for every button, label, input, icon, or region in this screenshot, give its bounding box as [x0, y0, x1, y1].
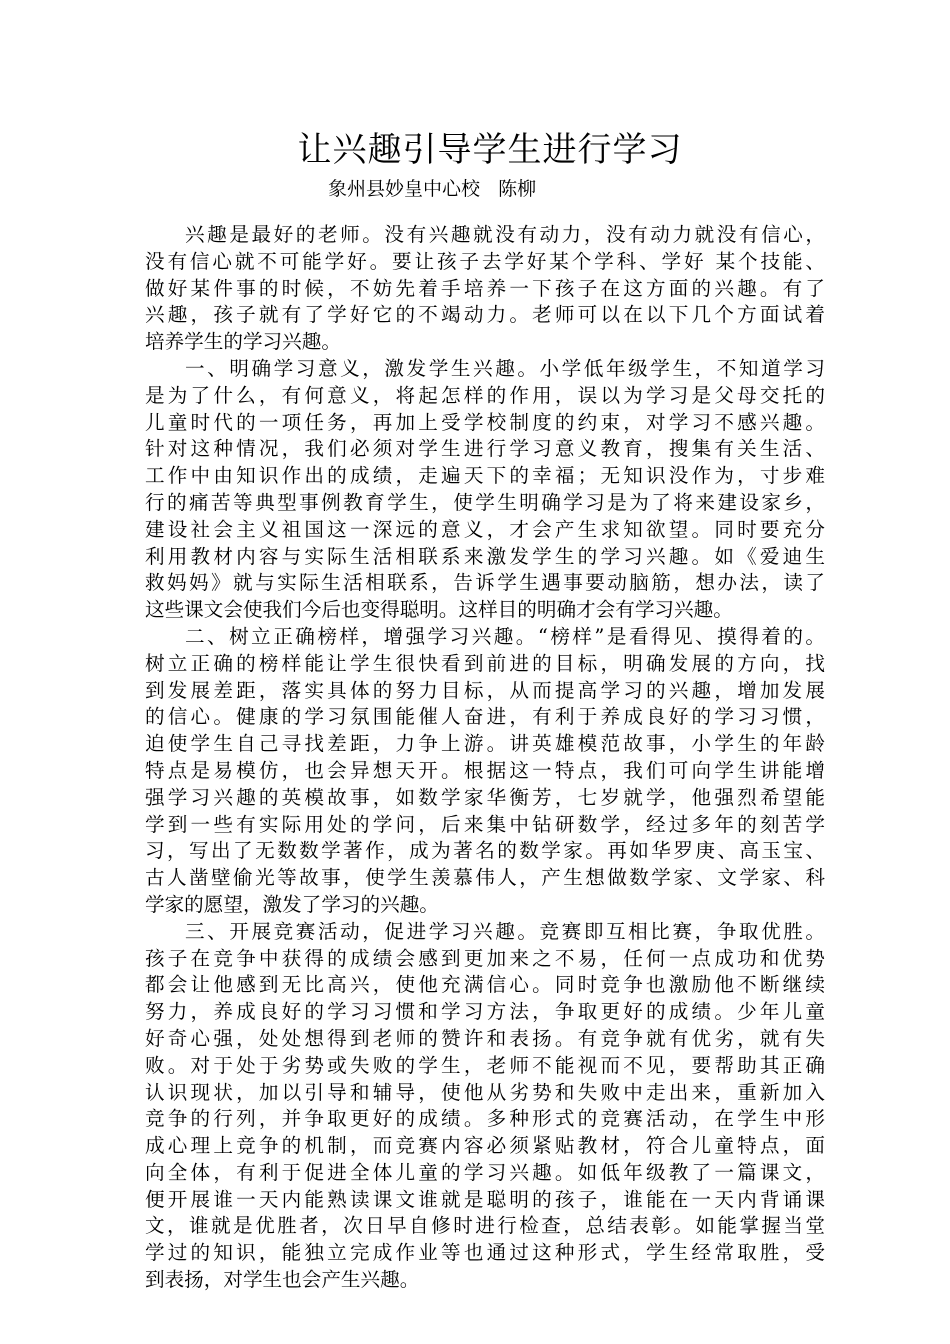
- paragraph-line: 古人凿壁偷光等故事，使学生羡慕伟人，产生想做数学家、文学家、科: [145, 866, 825, 890]
- paragraph-line: 习，写出了无数数学著作，成为著名的数学家。再如华罗庚、高玉宝、: [145, 839, 825, 863]
- paragraph-line: 文，谁就是优胜者，次日早自修时进行检查，总结表彰。如能掌握当堂: [145, 1214, 825, 1238]
- paragraph-line: 的信心。健康的学习氛围能催人奋进，有利于养成良好的学习习惯，: [145, 705, 825, 729]
- paragraph-line: 都会让他感到无比高兴，使他充满信心。同时竞争也激励他不断继续: [145, 973, 825, 997]
- paragraph-line: 二、树立正确榜样，增强学习兴趣。“榜样”是看得见、摸得着的。: [185, 624, 825, 648]
- paragraph-line: 救妈妈》就与实际生活相联系，告诉学生遇事要动脑筋，想办法，读了: [145, 571, 825, 595]
- paragraph-line: 孩子在竞争中获得的成绩会感到更加来之不易，任何一点成功和优势: [145, 946, 825, 970]
- paragraph-line: 三、开展竞赛活动，促进学习兴趣。竞赛即互相比赛，争取优胜。: [185, 919, 825, 943]
- paragraph-line: 学家的愿望，激发了学习的兴趣。: [145, 892, 439, 916]
- paragraph-line: 学到一些有实际用处的学问，后来集中钻研数学，经过多年的刻苦学: [145, 812, 825, 836]
- document-body: [145, 222, 825, 1294]
- paragraph-line: 竞争的行列，并争取更好的成绩。多种形式的竞赛活动，在学生中形: [145, 1107, 825, 1131]
- paragraph-line: 特点是易模仿，也会异想天开。根据这一特点，我们可向学生讲能增: [145, 758, 825, 782]
- paragraph-line: 没有信心就不可能学好。要让孩子去学好某个学科、学好 某个技能、: [145, 249, 825, 273]
- paragraph-line: 到表扬，对学生也会产生兴趣。: [145, 1268, 420, 1292]
- paragraph-line: 败。对于处于劣势或失败的学生，老师不能视而不见，要帮助其正确: [145, 1053, 825, 1077]
- paragraph-line: 工作中由知识作出的成绩，走遍天下的幸福；无知识没作为，寸步难: [145, 464, 825, 488]
- paragraph-line: 努力，养成良好的学习习惯和学习方法，争取更好的成绩。少年儿童: [145, 1000, 825, 1024]
- paragraph: [145, 624, 825, 919]
- paragraph-line: 好奇心强，处处想得到老师的赞许和表扬。有竞争就有优劣，就有失: [145, 1026, 825, 1050]
- paragraph-line: 便开展谁一天内能熟读课文谁就是聪明的孩子，谁能在一天内背诵课: [145, 1187, 825, 1211]
- paragraph-line: 认识现状，加以引导和辅导，使他从劣势和失败中走出来，重新加入: [145, 1080, 825, 1104]
- document-title: 让兴趣引导学生进行学习: [297, 130, 683, 170]
- paragraph-line: 行的痛苦等典型事例教育学生，使学生明确学习是为了将来建设家乡，: [145, 490, 825, 514]
- paragraph-line: 一、明确学习意义，激发学生兴趣。小学低年级学生，不知道学习: [185, 356, 825, 380]
- paragraph-line: 向全体，有利于促进全体儿童的学习兴趣。如低年级教了一篇课文，: [145, 1160, 825, 1184]
- paragraph: [145, 356, 825, 624]
- paragraph-line: 针对这种情况，我们必须对学生进行学习意义教育，搜集有关生活、: [145, 437, 825, 461]
- author-byline: 象州县妙皇中心校 陈柳: [328, 178, 537, 200]
- paragraph-line: 利用教材内容与实际生活相联系来激发学生的学习兴趣。如《爱迪生: [145, 544, 825, 568]
- paragraph: [145, 222, 825, 356]
- paragraph-line: 儿童时代的一项任务，再加上受学校制度的约束，对学习不感兴趣。: [145, 410, 825, 434]
- paragraph-line: 强学习兴趣的英模故事，如数学家华衡芳，七岁就学，他强烈希望能: [145, 785, 825, 809]
- paragraph-line: 做好某件事的时候，不妨先着手培养一下孩子在这方面的兴趣。有了: [145, 276, 825, 300]
- paragraph-line: 培养学生的学习兴趣。: [145, 330, 341, 354]
- paragraph-line: 学过的知识，能独立完成作业等也通过这种形式，学生经常取胜，受: [145, 1241, 825, 1265]
- paragraph-line: 树立正确的榜样能让学生很快看到前进的目标，明确发展的方向，找: [145, 651, 825, 675]
- paragraph-line: 迫使学生自己寻找差距，力争上游。讲英雄模范故事，小学生的年龄: [145, 732, 825, 756]
- paragraph-line: 这些课文会使我们今后也变得聪明。这样目的明确才会有学习兴趣。: [145, 598, 733, 622]
- paragraph-line: 是为了什么，有何意义，将起怎样的作用，误以为学习是父母交托的: [145, 383, 825, 407]
- paragraph-line: 建设社会主义祖国这一深远的意义，才会产生求知欲望。同时要充分: [145, 517, 825, 541]
- paragraph-line: 到发展差距，落实具体的努力目标，从而提高学习的兴趣，增加发展: [145, 678, 825, 702]
- paragraph-line: 成心理上竞争的机制，而竞赛内容必须紧贴教材，符合儿童特点，面: [145, 1134, 825, 1158]
- paragraph-line: 兴趣，孩子就有了学好它的不竭动力。老师可以在以下几个方面试着: [145, 303, 825, 327]
- paragraph-line: 兴趣是最好的老师。没有兴趣就没有动力，没有动力就没有信心，: [185, 223, 825, 246]
- paragraph: [145, 919, 825, 1294]
